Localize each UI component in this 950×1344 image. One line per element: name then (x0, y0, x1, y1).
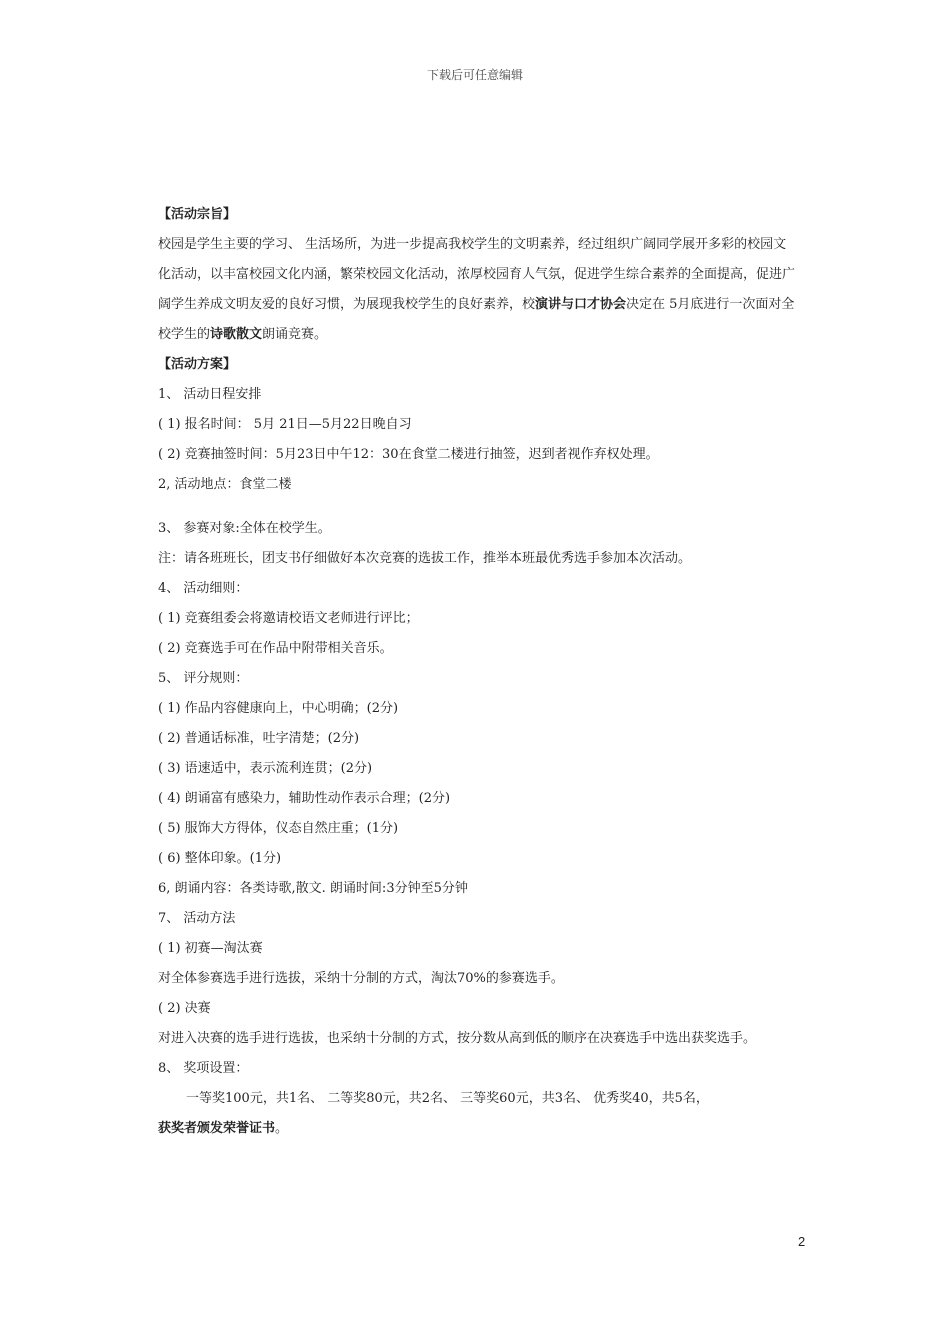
spacer (158, 500, 798, 514)
plan-line: ( 2) 竞赛抽签时间：5月23日中午12：30在食堂二楼进行抽签，迟到者视作弃权处理。 (158, 447, 659, 462)
plan-line: 注：请各班班长，团支书仔细做好本次竞赛的选拔工作，推举本班最优秀选手参加本次活动。 (158, 551, 692, 566)
plan-line: ( 2) 决赛 (158, 1001, 211, 1016)
plan-line: ( 1) 作品内容健康向上，中心明确；(2分) (158, 701, 399, 716)
awards-end: 。 (275, 1121, 289, 1136)
awards-certificate-line (158, 1114, 798, 1144)
plan-line: ( 1) 竞赛组委会将邀请校语文老师进行评比； (158, 611, 419, 626)
plan-line: ( 3) 语速适中，表示流利连贯；(2分) (158, 761, 373, 776)
awards-paragraph (158, 1084, 798, 1114)
page-number: 2 (798, 1234, 806, 1249)
awards-line: 一等奖100元，共1名、 二等奖80元，共2名、 三等奖60元，共3名、 优秀奖40，共5名， (186, 1091, 709, 1106)
purpose-text-1: 校园是学生主要的学习、 生活场所，为进一步提高我校学生的文明素养，经过组织广阔同学展开多彩的校园文化活动，以丰富校园文化内涵，繁荣校园文化活动，浓厚校园育人气氛，促进学生综合素养的全面提高，促进广阔学生养成文明友爱的良好习惯，为展现我校学生的良好素养，校 (158, 237, 796, 312)
purpose-bold-association: 演讲与口才协会 (535, 297, 627, 312)
plan-line: 3、 参赛对象:全体在校学生。 (158, 521, 331, 536)
awards-certificate-bold: 获奖者颁发荣誉证书 (158, 1121, 276, 1136)
plan-line: 1、 活动日程安排 (158, 387, 262, 402)
plan-line: 对全体参赛选手进行选拔，采纳十分制的方式，淘汰70%的参赛选手。 (158, 971, 564, 986)
plan-line: 6, 朗诵内容：各类诗歌,散文. 朗诵时间:3分钟至5分钟 (158, 881, 468, 896)
awards-title: 8、 奖项设置： (158, 1061, 249, 1076)
plan-line: ( 1) 初赛—淘汰赛 (158, 941, 263, 956)
purpose-text-2: 决定在 5月底进行一次面对全校学生的 (158, 297, 795, 342)
plan-line: 4、 活动细则： (158, 581, 249, 596)
plan-line: ( 5) 服饰大方得体，仪态自然庄重；(1分) (158, 821, 399, 836)
plan-line: ( 1) 报名时间： 5月 21日—5月22日晚自习 (158, 417, 412, 432)
purpose-text-3: 朗诵竞赛。 (262, 327, 328, 342)
plan-line: ( 2) 竞赛选手可在作品中附带相关音乐。 (158, 641, 393, 656)
document-body (158, 200, 798, 1144)
plan-line: 5、 评分规则： (158, 671, 249, 686)
section-title-purpose: 【活动宗旨】 (158, 207, 237, 222)
section-title-plan: 【活动方案】 (158, 357, 237, 372)
plan-line: 7、 活动方法 (158, 911, 236, 926)
purpose-bold-poetry: 诗歌散文 (210, 327, 263, 342)
plan-line: ( 6) 整体印象。(1分) (158, 851, 282, 866)
purpose-paragraph (158, 230, 798, 350)
final-paragraph: 对进入决赛的选手进行选拔，也采纳十分制的方式，按分数从高到低的顺序在决赛选手中选出获奖选手。 (158, 1031, 757, 1046)
plan-line: ( 4) 朗诵富有感染力，辅助性动作表示合理；(2分) (158, 791, 451, 806)
page-header: 下载后可任意编辑 (426, 68, 523, 82)
plan-line: 2, 活动地点：食堂二楼 (158, 477, 292, 492)
plan-line: ( 2) 普通话标准，吐字清楚；(2分) (158, 731, 360, 746)
